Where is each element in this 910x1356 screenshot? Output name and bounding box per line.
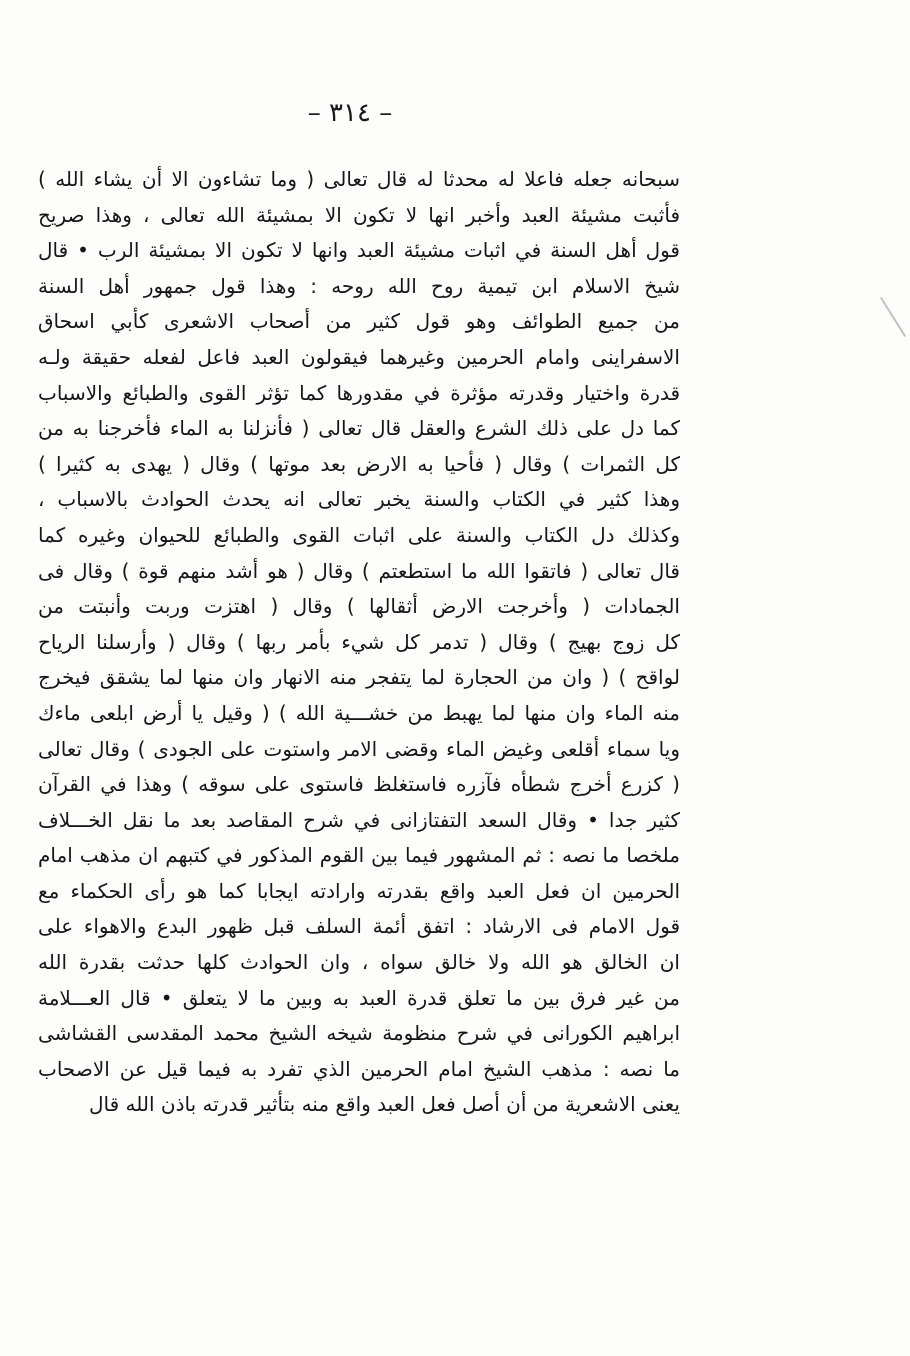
text-line: ملخصا ما نصه : ثم المشهور فيما بين القوم المذكور في كتبهم ان مذهب امام xyxy=(38,843,680,868)
text-line: كثير جدا • وقال السعد التفتازانى في شرح المقاصد بعد ما نقل الخـــلاف xyxy=(38,807,680,832)
text-line: كل الثمرات ) وقال ( فأحيا به الارض بعد موتها ) وقال ( يهدى به كثيرا ) xyxy=(38,451,680,476)
text-line: ان الخالق هو الله ولا خالق سواه ، وان الحوادث كلها حدثت بقدرة الله xyxy=(38,950,680,975)
text-line: الجمادات ( وأخرجت الارض أثقالها ) وقال ( اهتزت وربت وأنبتت من xyxy=(38,594,680,619)
text-line: قال تعالى ( فاتقوا الله ما استطعتم ) وقال ( هو أشد منهم قوة ) وقال فى xyxy=(38,558,680,583)
text-line: سبحانه جعله فاعلا له محدثا له قال تعالى ( وما تشاءون الا أن يشاء الله ) xyxy=(38,167,680,191)
text-line: قدرة واختيار وقدرته مؤثرة في مقدورها كما تؤثر القوى والطبائع والاسباب xyxy=(38,380,680,405)
margin-pen-mark xyxy=(880,297,906,337)
text-line: من جميع الطوائف وهو قول كثير من أصحاب الاشعرى كأبي اسحاق xyxy=(38,309,680,334)
text-line: قول أهل السنة في اثبات مشيئة العبد وانها لا تكون الا بمشيئة الرب • قال xyxy=(38,238,680,263)
text-line: لواقح ) ( وان من الحجارة لما يتفجر منه الانهار وان منها لما يشقق فيخرج xyxy=(38,665,680,690)
text-line: ويا سماء أقلعى وغيض الماء وقضى الامر واستوت على الجودى ) وقال تعالى xyxy=(38,736,680,761)
text-line: ما نصه : مذهب الشيخ امام الحرمين الذي تفرد به فيما قيل عن الاصحاب xyxy=(38,1056,680,1081)
page-number: – ٣١٤ – xyxy=(307,98,393,128)
text-line: الحرمين ان فعل العبد واقع بقدرته وارادته ايجابا كما هو رأى الحكماء مع xyxy=(38,878,680,903)
text-line: يعنى الاشعرية من أن أصل فعل العبد واقع منه بتأثير قدرته باذن الله قال xyxy=(89,1092,680,1117)
text-line: وكذلك دل الكتاب والسنة على اثبات القوى والطبائع للحيوان وغيره كما xyxy=(38,522,680,547)
body-text xyxy=(38,162,680,1123)
text-line: وهذا كثير في الكتاب والسنة يخبر تعالى انه يحدث الحوادث بالاسباب ، xyxy=(38,487,680,512)
text-line: شيخ الاسلام ابن تيمية روح الله روحه : وهذا قول جمهور أهل السنة xyxy=(38,273,680,298)
text-line: كل زوج بهيج ) وقال ( تدمر كل شيء بأمر ربها ) وقال ( وأرسلنا الرياح xyxy=(38,629,680,654)
text-line: ابراهيم الكورانى في شرح منظومة شيخه الشيخ محمد المقدسى القشاشى xyxy=(38,1021,680,1046)
text-line: منه الماء وان منها لما يهبط من خشـــية الله ) ( وقيل يا أرض ابلعى ماءك xyxy=(38,700,680,725)
text-line: ( كزرع أخرج شطأه فآزره فاستغلظ فاستوى على سوقه ) وهذا في القرآن xyxy=(38,772,680,797)
text-line: قول الامام فى الارشاد : اتفق أئمة السلف قبل ظهور البدع والاهواء على xyxy=(38,914,680,939)
text-line: فأثبت مشيئة العبد وأخبر انها لا تكون الا بمشيئة الله تعالى ، وهذا صريح xyxy=(38,202,680,227)
text-line: كما دل على ذلك الشرع والعقل قال تعالى ( فأنزلنا به الماء فأخرجنا به من xyxy=(38,416,680,441)
text-line: الاسفراينى وامام الحرمين وغيرهما فيقولون العبد فاعل لفعله حقيقة ولـه xyxy=(38,344,680,369)
text-line: من غير فرق بين ما تعلق قدرة العبد به وبين ما لا يتعلق • قال العـــلامة xyxy=(38,985,680,1010)
